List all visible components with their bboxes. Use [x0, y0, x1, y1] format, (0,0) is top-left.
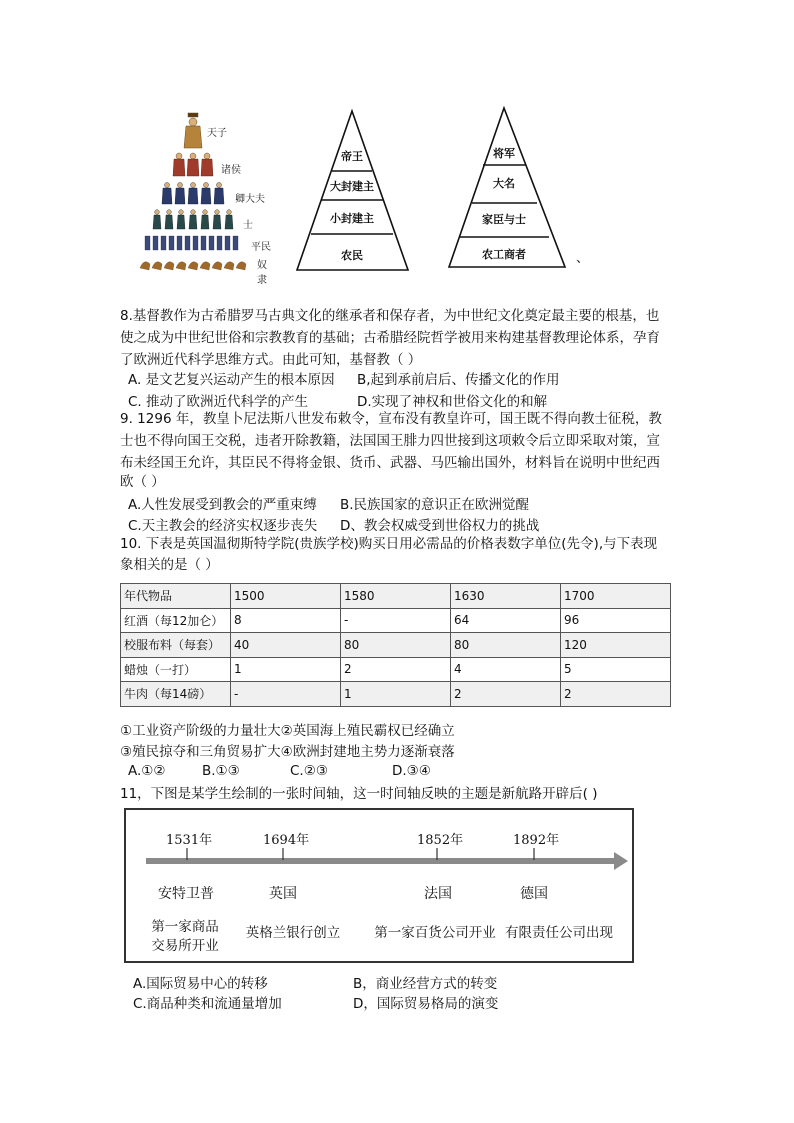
- timeline-year-1892: 1892年: [513, 833, 560, 848]
- table-cell: 40: [231, 633, 341, 658]
- table-cell: 2: [561, 682, 671, 707]
- table-row: [121, 633, 671, 658]
- table-cell: 8: [231, 608, 341, 633]
- table-cell: 2: [341, 657, 451, 682]
- q9-stem-line-1: 9. 1296 年，教皇卜尼法斯八世发布敕令，宣布没有教皇许可，国王既不得向教士征税，教: [120, 411, 662, 427]
- table-cell: 4: [451, 657, 561, 682]
- q9-stem-line-2: 士也不得向国王交税，违者开除教籍，法国国王腓力四世接到这项敕令后立即采取对策，宣: [120, 433, 660, 449]
- q8-stem-line-1: 8.基督教作为古希腊罗马古典文化的继承者和保存者，为中世纪文化奠定最主要的根基，也: [120, 308, 660, 324]
- japan-level-0: 将军: [493, 147, 515, 160]
- europe-pyramid-drawing: [295, 108, 410, 273]
- timeline-event-1852: 第一家百货公司开业: [374, 925, 496, 941]
- timeline-event-1892: 有限责任公司出现: [505, 925, 613, 941]
- timeline-year-1852: 1852年: [417, 833, 464, 848]
- table-cell: 80: [341, 633, 451, 658]
- table-cell: 5: [561, 657, 671, 682]
- timeline-country-antwerp: 安特卫普: [158, 886, 214, 902]
- q9-option-c[interactable]: C.天主教会的经济实权逐步丧失: [128, 518, 318, 534]
- table-header-row: [121, 584, 671, 609]
- q9-stem-line-4: 欧（ ）: [120, 474, 165, 490]
- q10-stem-line-1: 10. 下表是英国温彻斯特学院(贵族学校)购买日用必需品的价格表数字单位(先令),与下表现: [120, 536, 658, 552]
- japan-level-3: 农工商者: [482, 248, 526, 261]
- table-header-cell: 1500: [231, 584, 341, 609]
- q9-option-a[interactable]: A.人性发展受到教会的严重束缚: [128, 497, 317, 513]
- timeline-country-france: 法国: [424, 886, 452, 902]
- table-header-cell: 1700: [561, 584, 671, 609]
- q8-option-a[interactable]: A. 是文艺复兴运动产生的根本原因: [128, 372, 335, 388]
- zhou-label-tianzi: 天子: [207, 128, 227, 139]
- europe-level-3: 农民: [341, 249, 363, 262]
- table-cell: 红酒（每12加仑）: [121, 608, 231, 633]
- zhou-label-pingmin: 平民: [251, 242, 271, 253]
- timeline-event-line: 第一家商品: [151, 919, 219, 935]
- zhou-label-zhuhou: 诸侯: [221, 165, 241, 176]
- q8-stem-line-2: 使之成为中世纪世俗和宗教教育的基础；古希腊经院哲学被用来构建基督教理论体系，孕育: [120, 330, 660, 346]
- timeline-year-1694: 1694年: [263, 833, 310, 848]
- table-cell: 96: [561, 608, 671, 633]
- timeline-event-1531: [144, 918, 226, 956]
- timeline-event-1694: 英格兰银行创立: [245, 925, 341, 941]
- table-row: [121, 682, 671, 707]
- table-cell: 64: [451, 608, 561, 633]
- europe-level-2: 小封建主: [330, 212, 374, 225]
- q11-option-d[interactable]: D，国际贸易格局的演变: [353, 996, 499, 1012]
- zhou-label-shi: 士: [243, 220, 253, 231]
- timeline-figure: [124, 808, 634, 963]
- japan-level-2: 家臣与士: [482, 213, 526, 226]
- q10-stem-line-2: 象相关的是（ ）: [120, 557, 219, 573]
- japan-level-1: 大名: [493, 177, 515, 190]
- timeline-country-germany: 德国: [520, 886, 548, 902]
- zhou-hierarchy-figure: [135, 108, 275, 286]
- q11-option-a[interactable]: A.国际贸易中心的转移: [133, 976, 268, 992]
- q10-option-b[interactable]: B.①③: [202, 763, 240, 779]
- table-cell: 1: [341, 682, 451, 707]
- table-cell: 80: [451, 633, 561, 658]
- table-header-cell: 年代物品: [121, 584, 231, 609]
- table-header-cell: 1630: [451, 584, 561, 609]
- timeline-country-england: 英国: [269, 886, 297, 902]
- table-cell: 校服布料（每套）: [121, 633, 231, 658]
- table-cell: 蜡烛（一打）: [121, 657, 231, 682]
- q8-option-d[interactable]: D.实现了神权和世俗文化的和解: [357, 394, 548, 410]
- europe-level-1: 大封建主: [330, 180, 374, 193]
- q8-stem-line-3: 了欧洲近代科学思维方式。由此可知，基督教（ ）: [120, 352, 422, 368]
- q10-option-a[interactable]: A.①②: [128, 763, 166, 779]
- japan-hierarchy-pyramid: [447, 105, 569, 270]
- table-cell: 牛肉（每14磅）: [121, 682, 231, 707]
- price-table: [120, 583, 671, 707]
- timeline-year-1531: 1531年: [166, 833, 213, 848]
- zhou-label-nuli: 奴隶: [257, 260, 267, 286]
- table-cell: -: [341, 608, 451, 633]
- q8-option-c[interactable]: C. 推动了欧洲近代科学的产生: [128, 394, 309, 410]
- japan-pyramid-drawing: [447, 105, 569, 270]
- q9-option-b[interactable]: B.民族国家的意识正在欧洲觉醒: [340, 497, 530, 513]
- europe-level-0: 帝王: [341, 150, 363, 163]
- q11-option-b[interactable]: B，商业经营方式的转变: [353, 976, 498, 992]
- q10-option-d[interactable]: D.③④: [392, 763, 431, 779]
- table-cell: -: [231, 682, 341, 707]
- q10-statement-line-2: ③殖民掠夺和三角贸易扩大④欧洲封建地主势力逐渐衰落: [120, 744, 455, 760]
- table-cell: 120: [561, 633, 671, 658]
- q8-option-b[interactable]: B,起到承前启后、传播文化的作用: [357, 372, 560, 388]
- table-cell: 2: [451, 682, 561, 707]
- table-header-cell: 1580: [341, 584, 451, 609]
- q10-option-c[interactable]: C.②③: [290, 763, 328, 779]
- table-cell: 1: [231, 657, 341, 682]
- table-row: [121, 608, 671, 633]
- europe-hierarchy-pyramid: [295, 108, 410, 273]
- q9-option-d[interactable]: D、教会权威受到世俗权力的挑战: [340, 518, 540, 534]
- zhou-label-qingdafu: 卿大夫: [235, 194, 265, 205]
- figure-trailing-mark: 、: [576, 251, 590, 266]
- timeline-event-line: 交易所开业: [151, 938, 219, 954]
- q10-statement-line-1: ①工业资产阶级的力量壮大②英国海上殖民霸权已经确立: [120, 723, 455, 739]
- table-row: [121, 657, 671, 682]
- q9-stem-line-3: 布未经国王允许，其臣民不得将金银、货币、武器、马匹输出国外，材料旨在说明中世纪西: [120, 455, 660, 471]
- q11-stem: 11，下图是某学生绘制的一张时间轴，这一时间轴反映的主题是新航路开辟后( ): [120, 786, 598, 802]
- q11-option-c[interactable]: C.商品种类和流通量增加: [133, 996, 282, 1012]
